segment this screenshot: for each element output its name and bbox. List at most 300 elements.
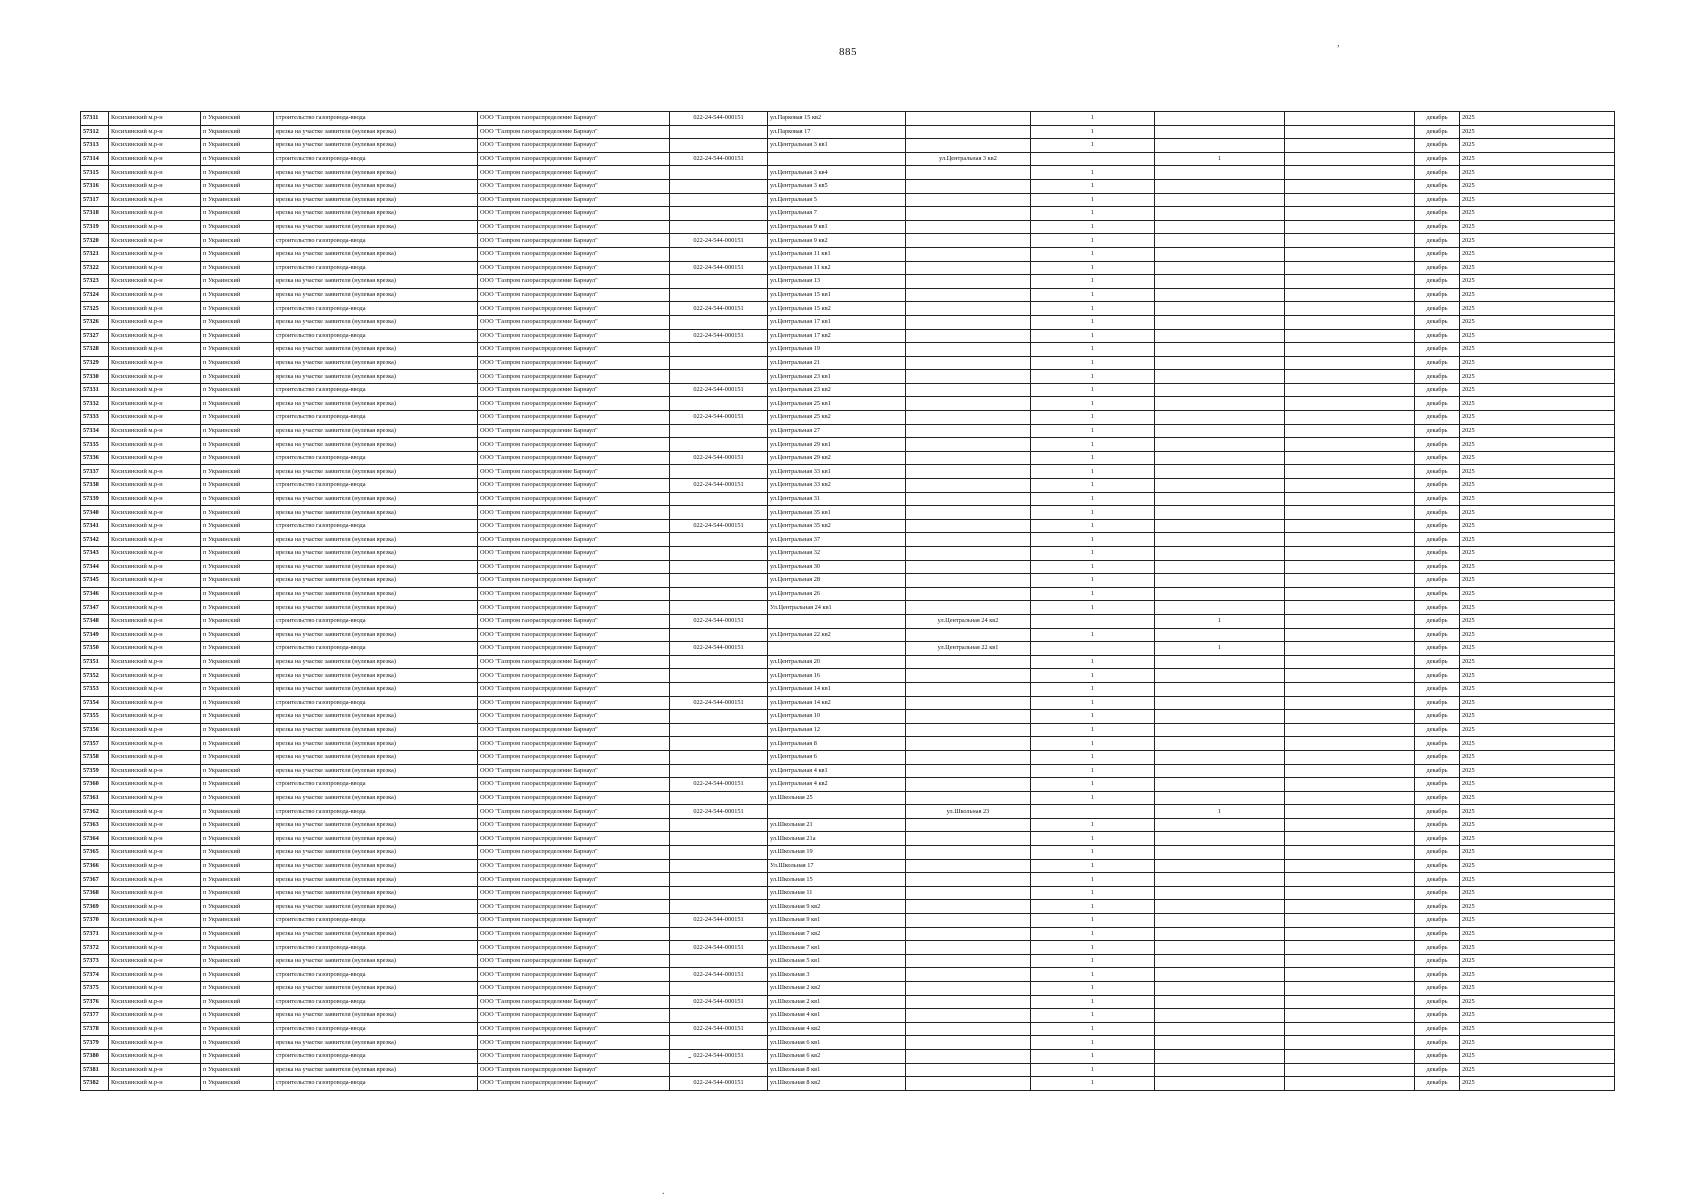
cell-quantity-2 — [1155, 329, 1285, 343]
cell-contract-number: 022-24-544-000151 — [670, 1049, 768, 1063]
cell-quantity-1: 1 — [1031, 125, 1155, 139]
cell-quantity-2 — [1155, 914, 1285, 928]
cell-quantity-1: 1 — [1031, 900, 1155, 914]
cell-id: 57347 — [81, 601, 109, 615]
cell-blank — [1285, 152, 1415, 166]
cell-work-type: строительство газопровода-ввода — [274, 479, 478, 493]
cell-address: ул.Центральная 19 — [768, 343, 906, 357]
cell-quantity-2 — [1155, 139, 1285, 153]
cell-contract-number — [670, 247, 768, 261]
cell-month: декабрь — [1415, 954, 1460, 968]
cell-quantity-1: 1 — [1031, 519, 1155, 533]
cell-work-type: врезка на участке заявителя (нулевая врезка) — [274, 288, 478, 302]
cell-quantity-2 — [1155, 1022, 1285, 1036]
cell-address-alt — [906, 628, 1031, 642]
cell-quantity-2 — [1155, 818, 1285, 832]
cell-settlement: п Украинский — [201, 343, 274, 357]
cell-quantity-1: 1 — [1031, 506, 1155, 520]
cell-settlement: п Украинский — [201, 397, 274, 411]
cell-contract-number — [670, 560, 768, 574]
cell-year: 2025 — [1460, 846, 1615, 860]
cell-month: декабрь — [1415, 778, 1460, 792]
cell-blank — [1285, 207, 1415, 221]
cell-address-alt — [906, 737, 1031, 751]
cell-contract-number: 022-24-544-000151 — [670, 479, 768, 493]
table-row — [81, 438, 1615, 452]
cell-id: 57376 — [81, 995, 109, 1009]
cell-organization: ООО "Газпром газораспределение Барнаул" — [478, 506, 670, 520]
cell-address-alt — [906, 465, 1031, 479]
cell-year: 2025 — [1460, 574, 1615, 588]
scan-mark-bottom: - — [688, 1052, 692, 1063]
cell-quantity-2 — [1155, 900, 1285, 914]
cell-year: 2025 — [1460, 914, 1615, 928]
cell-organization: ООО "Газпром газораспределение Барнаул" — [478, 465, 670, 479]
cell-work-type: строительство газопровода-ввода — [274, 995, 478, 1009]
cell-quantity-2 — [1155, 723, 1285, 737]
cell-id: 57356 — [81, 723, 109, 737]
cell-organization: ООО "Газпром газораспределение Барнаул" — [478, 152, 670, 166]
cell-work-type: врезка на участке заявителя (нулевая врезка) — [274, 397, 478, 411]
cell-organization: ООО "Газпром газораспределение Барнаул" — [478, 764, 670, 778]
table-row — [81, 873, 1615, 887]
table-row — [81, 968, 1615, 982]
cell-quantity-2 — [1155, 315, 1285, 329]
cell-organization: ООО "Газпром газораспределение Барнаул" — [478, 302, 670, 316]
cell-settlement: п Украинский — [201, 778, 274, 792]
cell-address: ул.Центральная 4 кв1 — [768, 764, 906, 778]
cell-organization: ООО "Газпром газораспределение Барнаул" — [478, 288, 670, 302]
cell-work-type: строительство газопровода-ввода — [274, 1049, 478, 1063]
cell-id: 57341 — [81, 519, 109, 533]
cell-blank — [1285, 682, 1415, 696]
cell-id: 57325 — [81, 302, 109, 316]
cell-id: 57322 — [81, 261, 109, 275]
table-row — [81, 696, 1615, 710]
cell-quantity-2 — [1155, 207, 1285, 221]
cell-contract-number — [670, 125, 768, 139]
cell-quantity-2 — [1155, 411, 1285, 425]
cell-settlement: п Украинский — [201, 1049, 274, 1063]
cell-address-alt — [906, 886, 1031, 900]
cell-quantity-1: 1 — [1031, 424, 1155, 438]
cell-address: ул.Центральная 16 — [768, 669, 906, 683]
cell-quantity-1: 1 — [1031, 655, 1155, 669]
cell-contract-number — [670, 193, 768, 207]
table-row — [81, 682, 1615, 696]
cell-settlement: п Украинский — [201, 750, 274, 764]
cell-district: Косихинский м.р-н — [109, 628, 201, 642]
table-row — [81, 166, 1615, 180]
cell-month: декабрь — [1415, 696, 1460, 710]
cell-work-type: врезка на участке заявителя (нулевая врезка) — [274, 275, 478, 289]
cell-quantity-2 — [1155, 941, 1285, 955]
cell-blank — [1285, 193, 1415, 207]
cell-id: 57318 — [81, 207, 109, 221]
cell-contract-number — [670, 927, 768, 941]
cell-organization: ООО "Газпром газораспределение Барнаул" — [478, 982, 670, 996]
cell-id: 57354 — [81, 696, 109, 710]
cell-month: декабрь — [1415, 370, 1460, 384]
data-table — [80, 111, 1615, 1091]
cell-district: Косихинский м.р-н — [109, 1077, 201, 1091]
cell-quantity-2 — [1155, 737, 1285, 751]
cell-blank — [1285, 438, 1415, 452]
cell-district: Косихинский м.р-н — [109, 750, 201, 764]
cell-id: 57338 — [81, 479, 109, 493]
cell-address: ул.Центральная 14 кв2 — [768, 696, 906, 710]
table-row — [81, 451, 1615, 465]
cell-contract-number: 022-24-544-000151 — [670, 995, 768, 1009]
cell-settlement: п Украинский — [201, 832, 274, 846]
cell-id: 57368 — [81, 886, 109, 900]
cell-blank — [1285, 737, 1415, 751]
cell-work-type: врезка на участке заявителя (нулевая врезка) — [274, 1063, 478, 1077]
cell-id: 57375 — [81, 982, 109, 996]
cell-work-type: врезка на участке заявителя (нулевая врезка) — [274, 587, 478, 601]
cell-address: ул.Центральная 31 — [768, 492, 906, 506]
cell-id: 57359 — [81, 764, 109, 778]
cell-district: Косихинский м.р-н — [109, 642, 201, 656]
table-row — [81, 179, 1615, 193]
cell-address: ул.Центральная 32 — [768, 547, 906, 561]
cell-address: ул.Парковая 17 — [768, 125, 906, 139]
cell-month: декабрь — [1415, 614, 1460, 628]
cell-settlement: п Украинский — [201, 533, 274, 547]
cell-address-alt — [906, 1036, 1031, 1050]
cell-quantity-1: 1 — [1031, 1022, 1155, 1036]
cell-year: 2025 — [1460, 628, 1615, 642]
cell-district: Косихинский м.р-н — [109, 356, 201, 370]
cell-address-alt — [906, 832, 1031, 846]
cell-organization: ООО "Газпром газораспределение Барнаул" — [478, 125, 670, 139]
cell-work-type: строительство газопровода-ввода — [274, 329, 478, 343]
cell-year: 2025 — [1460, 125, 1615, 139]
cell-address: ул.Центральная 37 — [768, 533, 906, 547]
cell-address-alt — [906, 519, 1031, 533]
cell-quantity-1: 1 — [1031, 492, 1155, 506]
cell-contract-number — [670, 737, 768, 751]
cell-work-type: строительство газопровода-ввода — [274, 451, 478, 465]
cell-organization: ООО "Газпром газораспределение Барнаул" — [478, 669, 670, 683]
cell-organization: ООО "Газпром газораспределение Барнаул" — [478, 778, 670, 792]
cell-district: Косихинский м.р-н — [109, 479, 201, 493]
cell-district: Косихинский м.р-н — [109, 506, 201, 520]
cell-district: Косихинский м.р-н — [109, 723, 201, 737]
cell-month: декабрь — [1415, 519, 1460, 533]
cell-address-alt — [906, 547, 1031, 561]
cell-month: декабрь — [1415, 669, 1460, 683]
cell-work-type: строительство газопровода-ввода — [274, 696, 478, 710]
cell-district: Косихинский м.р-н — [109, 614, 201, 628]
cell-address: ул.Школьная 21а — [768, 832, 906, 846]
cell-quantity-1: 1 — [1031, 587, 1155, 601]
cell-settlement: п Украинский — [201, 995, 274, 1009]
cell-address: ул.Центральная 23 кв1 — [768, 370, 906, 384]
cell-district: Косихинский м.р-н — [109, 343, 201, 357]
cell-year: 2025 — [1460, 397, 1615, 411]
cell-settlement: п Украинский — [201, 275, 274, 289]
table-row — [81, 533, 1615, 547]
table-row — [81, 642, 1615, 656]
cell-month: декабрь — [1415, 139, 1460, 153]
cell-id: 57381 — [81, 1063, 109, 1077]
cell-quantity-2 — [1155, 927, 1285, 941]
cell-year: 2025 — [1460, 968, 1615, 982]
cell-month: декабрь — [1415, 451, 1460, 465]
cell-address-alt — [906, 247, 1031, 261]
cell-address: ул.Центральная 25 кв1 — [768, 397, 906, 411]
cell-work-type: врезка на участке заявителя (нулевая врезка) — [274, 628, 478, 642]
cell-month: декабрь — [1415, 587, 1460, 601]
cell-address-alt — [906, 329, 1031, 343]
cell-district: Косихинский м.р-н — [109, 900, 201, 914]
cell-settlement: п Украинский — [201, 614, 274, 628]
cell-blank — [1285, 927, 1415, 941]
table-row — [81, 587, 1615, 601]
cell-month: декабрь — [1415, 642, 1460, 656]
cell-blank — [1285, 451, 1415, 465]
table-row — [81, 927, 1615, 941]
cell-contract-number: 022-24-544-000151 — [670, 234, 768, 248]
cell-blank — [1285, 601, 1415, 615]
cell-quantity-1: 1 — [1031, 927, 1155, 941]
cell-year: 2025 — [1460, 1049, 1615, 1063]
cell-organization: ООО "Газпром газораспределение Барнаул" — [478, 873, 670, 887]
cell-settlement: п Украинский — [201, 601, 274, 615]
cell-settlement: п Украинский — [201, 506, 274, 520]
cell-month: декабрь — [1415, 1063, 1460, 1077]
cell-blank — [1285, 778, 1415, 792]
cell-settlement: п Украинский — [201, 1009, 274, 1023]
cell-contract-number — [670, 506, 768, 520]
cell-contract-number: 022-24-544-000151 — [670, 383, 768, 397]
cell-year: 2025 — [1460, 832, 1615, 846]
cell-organization: ООО "Газпром газораспределение Барнаул" — [478, 927, 670, 941]
cell-quantity-1: 1 — [1031, 1036, 1155, 1050]
cell-month: декабрь — [1415, 805, 1460, 819]
cell-month: декабрь — [1415, 941, 1460, 955]
cell-blank — [1285, 479, 1415, 493]
cell-district: Косихинский м.р-н — [109, 370, 201, 384]
cell-address-alt: ул.Школьная 23 — [906, 805, 1031, 819]
cell-id: 57329 — [81, 356, 109, 370]
cell-quantity-2 — [1155, 166, 1285, 180]
cell-address: Ул.Школьная 17 — [768, 859, 906, 873]
cell-id: 57335 — [81, 438, 109, 452]
cell-address — [768, 614, 906, 628]
cell-quantity-2 — [1155, 601, 1285, 615]
cell-quantity-2 — [1155, 179, 1285, 193]
cell-address-alt: ул.Центральная 3 кв2 — [906, 152, 1031, 166]
cell-district: Косихинский м.р-н — [109, 329, 201, 343]
cell-work-type: врезка на участке заявителя (нулевая врезка) — [274, 207, 478, 221]
cell-work-type: врезка на участке заявителя (нулевая врезка) — [274, 166, 478, 180]
cell-contract-number — [670, 438, 768, 452]
cell-year: 2025 — [1460, 152, 1615, 166]
cell-address — [768, 152, 906, 166]
cell-month: декабрь — [1415, 152, 1460, 166]
cell-organization: ООО "Газпром газораспределение Барнаул" — [478, 166, 670, 180]
cell-organization: ООО "Газпром газораспределение Барнаул" — [478, 723, 670, 737]
cell-year: 2025 — [1460, 112, 1615, 126]
cell-year: 2025 — [1460, 723, 1615, 737]
cell-settlement: п Украинский — [201, 859, 274, 873]
table-row — [81, 343, 1615, 357]
cell-contract-number — [670, 682, 768, 696]
cell-work-type: строительство газопровода-ввода — [274, 1077, 478, 1091]
cell-blank — [1285, 1009, 1415, 1023]
cell-work-type: врезка на участке заявителя (нулевая врезка) — [274, 356, 478, 370]
cell-organization: ООО "Газпром газораспределение Барнаул" — [478, 737, 670, 751]
table-row — [81, 383, 1615, 397]
cell-settlement: п Украинский — [201, 411, 274, 425]
table-row — [81, 411, 1615, 425]
cell-blank — [1285, 1022, 1415, 1036]
cell-address-alt — [906, 451, 1031, 465]
cell-blank — [1285, 886, 1415, 900]
cell-contract-number — [670, 818, 768, 832]
cell-district: Косихинский м.р-н — [109, 275, 201, 289]
cell-contract-number — [670, 424, 768, 438]
cell-month: декабрь — [1415, 220, 1460, 234]
cell-year: 2025 — [1460, 560, 1615, 574]
cell-organization: ООО "Газпром газораспределение Барнаул" — [478, 682, 670, 696]
cell-blank — [1285, 533, 1415, 547]
cell-contract-number — [670, 343, 768, 357]
cell-work-type: строительство газопровода-ввода — [274, 914, 478, 928]
cell-year: 2025 — [1460, 764, 1615, 778]
table-row — [81, 614, 1615, 628]
cell-district: Косихинский м.р-н — [109, 954, 201, 968]
cell-blank — [1285, 560, 1415, 574]
cell-month: декабрь — [1415, 574, 1460, 588]
cell-organization: ООО "Газпром газораспределение Барнаул" — [478, 261, 670, 275]
table-row — [81, 764, 1615, 778]
cell-blank — [1285, 968, 1415, 982]
cell-address-alt — [906, 941, 1031, 955]
cell-address-alt — [906, 288, 1031, 302]
cell-quantity-1: 1 — [1031, 315, 1155, 329]
cell-month: декабрь — [1415, 1022, 1460, 1036]
cell-district: Косихинский м.р-н — [109, 261, 201, 275]
cell-settlement: п Украинский — [201, 587, 274, 601]
cell-id: 57332 — [81, 397, 109, 411]
cell-contract-number: 022-24-544-000151 — [670, 642, 768, 656]
cell-id: 57339 — [81, 492, 109, 506]
cell-settlement: п Украинский — [201, 356, 274, 370]
cell-contract-number — [670, 846, 768, 860]
table-row — [81, 193, 1615, 207]
cell-quantity-2 — [1155, 1036, 1285, 1050]
table-row — [81, 900, 1615, 914]
cell-id: 57370 — [81, 914, 109, 928]
cell-settlement: п Украинский — [201, 914, 274, 928]
cell-quantity-2 — [1155, 356, 1285, 370]
cell-organization: ООО "Газпром газораспределение Барнаул" — [478, 139, 670, 153]
cell-district: Косихинский м.р-н — [109, 982, 201, 996]
cell-contract-number: 022-24-544-000151 — [670, 302, 768, 316]
cell-year: 2025 — [1460, 465, 1615, 479]
cell-year: 2025 — [1460, 859, 1615, 873]
cell-id: 57365 — [81, 846, 109, 860]
cell-address-alt — [906, 791, 1031, 805]
cell-blank — [1285, 805, 1415, 819]
cell-organization: ООО "Газпром газораспределение Барнаул" — [478, 1077, 670, 1091]
table-row — [81, 275, 1615, 289]
cell-address: ул.Центральная 10 — [768, 710, 906, 724]
cell-settlement: п Украинский — [201, 179, 274, 193]
cell-quantity-2 — [1155, 764, 1285, 778]
cell-organization: ООО "Газпром газораспределение Барнаул" — [478, 750, 670, 764]
cell-district: Косихинский м.р-н — [109, 193, 201, 207]
cell-address-alt — [906, 601, 1031, 615]
cell-month: декабрь — [1415, 1077, 1460, 1091]
cell-month: декабрь — [1415, 628, 1460, 642]
cell-quantity-2: 1 — [1155, 642, 1285, 656]
table-row — [81, 125, 1615, 139]
cell-district: Косихинский м.р-н — [109, 655, 201, 669]
cell-address-alt — [906, 968, 1031, 982]
cell-month: декабрь — [1415, 179, 1460, 193]
cell-settlement: п Украинский — [201, 492, 274, 506]
cell-contract-number — [670, 954, 768, 968]
cell-contract-number — [670, 1009, 768, 1023]
cell-quantity-2 — [1155, 220, 1285, 234]
cell-work-type: строительство газопровода-ввода — [274, 411, 478, 425]
cell-month: декабрь — [1415, 1049, 1460, 1063]
cell-month: декабрь — [1415, 247, 1460, 261]
cell-year: 2025 — [1460, 1009, 1615, 1023]
cell-organization: ООО "Газпром газораспределение Барнаул" — [478, 438, 670, 452]
cell-district: Косихинский м.р-н — [109, 968, 201, 982]
cell-year: 2025 — [1460, 302, 1615, 316]
cell-address: ул.Центральная 13 — [768, 275, 906, 289]
table-row — [81, 655, 1615, 669]
cell-organization: ООО "Газпром газораспределение Барнаул" — [478, 356, 670, 370]
cell-id: 57320 — [81, 234, 109, 248]
cell-contract-number — [670, 750, 768, 764]
cell-quantity-2 — [1155, 628, 1285, 642]
cell-work-type: врезка на участке заявителя (нулевая врезка) — [274, 859, 478, 873]
cell-settlement: п Украинский — [201, 696, 274, 710]
cell-district: Косихинский м.р-н — [109, 139, 201, 153]
cell-address: ул.Центральная 28 — [768, 574, 906, 588]
cell-organization: ООО "Газпром газораспределение Барнаул" — [478, 234, 670, 248]
table-row — [81, 139, 1615, 153]
cell-quantity-1: 1 — [1031, 669, 1155, 683]
cell-organization: ООО "Газпром газораспределение Барнаул" — [478, 479, 670, 493]
cell-address: ул.Школьная 7 кв1 — [768, 941, 906, 955]
cell-settlement: п Украинский — [201, 628, 274, 642]
cell-year: 2025 — [1460, 220, 1615, 234]
cell-address-alt — [906, 682, 1031, 696]
table-row — [81, 669, 1615, 683]
cell-settlement: п Украинский — [201, 710, 274, 724]
cell-organization: ООО "Газпром газораспределение Барнаул" — [478, 560, 670, 574]
cell-organization: ООО "Газпром газораспределение Барнаул" — [478, 451, 670, 465]
cell-work-type: врезка на участке заявителя (нулевая врезка) — [274, 220, 478, 234]
cell-contract-number — [670, 288, 768, 302]
cell-contract-number: 022-24-544-000151 — [670, 519, 768, 533]
cell-district: Косихинский м.р-н — [109, 397, 201, 411]
table-row — [81, 1063, 1615, 1077]
cell-quantity-1: 1 — [1031, 818, 1155, 832]
cell-quantity-1: 1 — [1031, 234, 1155, 248]
cell-address-alt — [906, 846, 1031, 860]
cell-quantity-2 — [1155, 791, 1285, 805]
cell-month: декабрь — [1415, 329, 1460, 343]
